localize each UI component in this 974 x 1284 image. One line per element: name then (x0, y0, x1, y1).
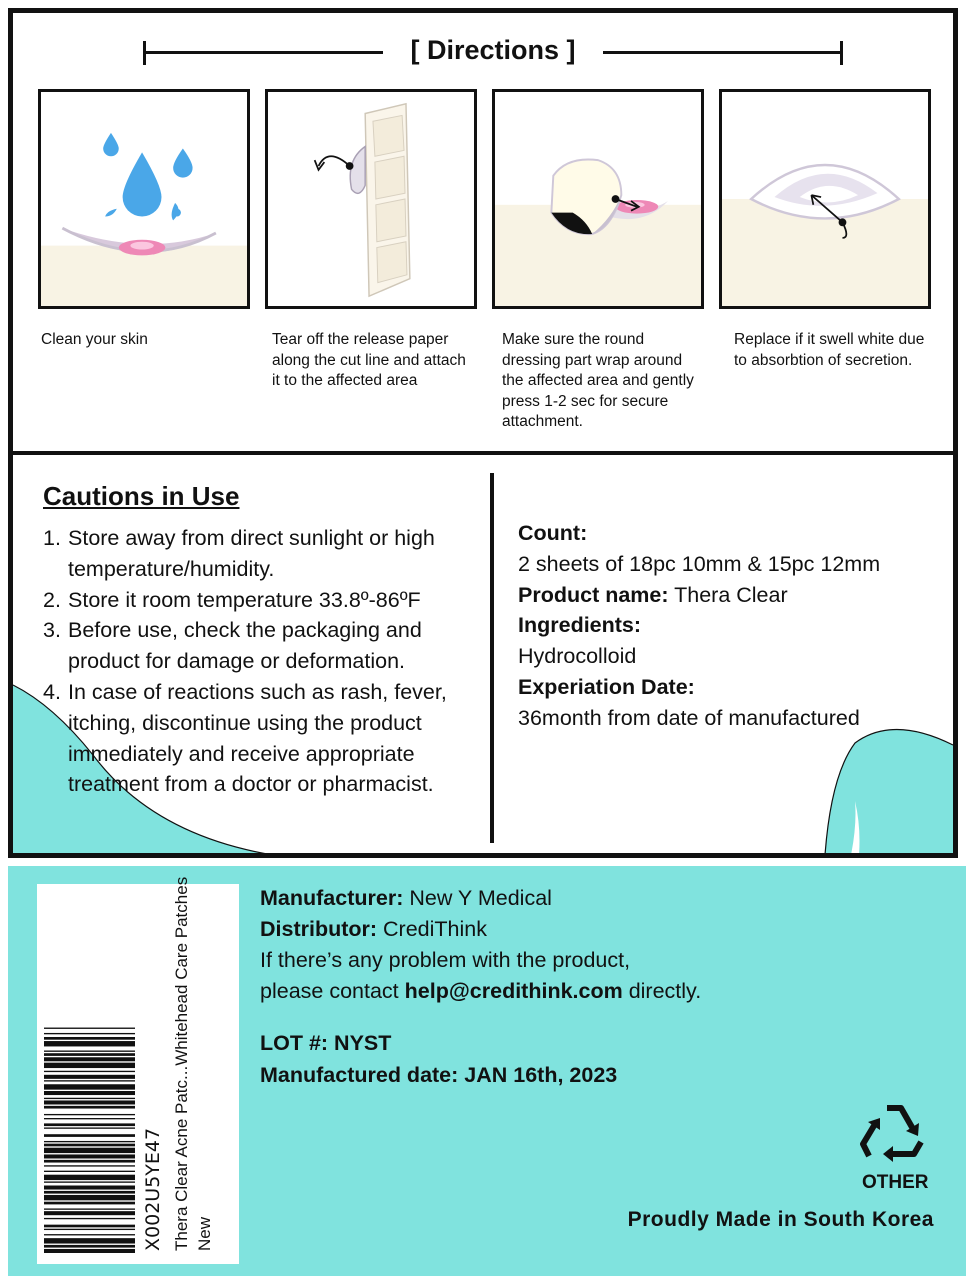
distributor-label: Distributor: (260, 917, 378, 941)
patch-apply-icon (495, 92, 701, 306)
recycle-label: OTHER (862, 1172, 929, 1193)
contact-suffix: directly. (622, 979, 702, 1003)
lot-info (260, 1028, 617, 1091)
product-name-label: Product name: (518, 582, 669, 607)
barcode-condition: New (195, 1216, 214, 1251)
made-in-text: Proudly Made in South Korea (627, 1208, 934, 1231)
caution-number: 4. (43, 679, 61, 704)
caution-text: Store away from direct sunlight or high temperature/humidity. (68, 526, 435, 581)
cautions-list (43, 523, 493, 800)
ingredients-label: Ingredients: (518, 613, 642, 638)
distributor-value: CrediThink (377, 917, 487, 941)
product-name-line (518, 580, 938, 611)
fnsku-barcode-label (37, 876, 239, 1264)
patch-sheet-icon (268, 92, 474, 306)
support-email-link[interactable]: help@credithink.com (404, 979, 623, 1003)
caution-text: Store it room temperature 33.8º-86ºF (68, 587, 421, 612)
caution-number: 1. (43, 526, 61, 550)
caution-text: Before use, check the packaging and product for damage or deformation. (68, 618, 422, 674)
step-4-illustration (719, 89, 931, 309)
caution-text: In case of reactions such as rash, fever, itching, discontinue using the product immediately and receive appropriate treatment from a doctor or pharmacist. (68, 679, 447, 797)
step-3-text: Make sure the round dressing part wrap around the affected area and gently press 1-2 sec for secure attachment. (502, 331, 694, 430)
step-4-text: Replace if it swell white due to absorbtion of secretion. (734, 331, 925, 369)
problem-line: If there’s any problem with the product, (260, 948, 631, 972)
ingredients-value: Hydrocolloid (518, 644, 637, 669)
barcode-rotated-group (42, 876, 234, 1259)
step-2-illustration (265, 89, 477, 309)
caution-number: 2. (43, 587, 61, 612)
step-3-illustration (492, 89, 704, 309)
header-right-line (603, 51, 843, 54)
manufacturer-label: Manufacturer: (260, 886, 404, 910)
expiration-value: 36month from date of manufactured (518, 705, 860, 730)
count-value: 2 sheets of 18pc 10mm & 15pc 12mm (518, 551, 881, 576)
expiration-label: Experiation Date: (518, 674, 695, 699)
barcode-product-title: Thera Clear Acne Patc...Whitehead Care Patches (172, 876, 191, 1251)
step-1-illustration (38, 89, 250, 309)
manufacturer-line (260, 883, 701, 914)
barcode-code: X002U5YE47 (142, 1127, 164, 1251)
contact-line (260, 976, 701, 1007)
directions-header (143, 35, 843, 71)
contact-info (260, 883, 701, 1007)
cautions-title: Cautions in Use (43, 481, 240, 511)
header-right-tick (840, 41, 843, 65)
step-2-text: Tear off the release paper along the cut line and attach it to the affected area (272, 331, 466, 389)
contact-prefix: please contact (260, 979, 405, 1003)
product-name-value: Thera Clear (668, 582, 788, 607)
caution-item (43, 585, 493, 616)
patch-swell-icon (722, 92, 928, 306)
bottom-info-section (8, 866, 966, 1276)
step-1-text: Clean your skin (41, 331, 148, 348)
barcode-icon (42, 889, 137, 1259)
product-info (518, 518, 938, 734)
water-drop-icon (41, 92, 247, 306)
manufactured-date: Manufactured date: JAN 16th, 2023 (260, 1062, 618, 1087)
directions-title: [ Directions ] (410, 35, 576, 65)
header-left-line (143, 51, 383, 54)
product-label-card (8, 8, 958, 858)
count-label: Count: (518, 521, 588, 545)
manufacturer-value: New Y Medical (403, 886, 552, 910)
caution-item (43, 523, 493, 585)
lot-number: LOT #: NYST (260, 1031, 392, 1055)
distributor-line (260, 914, 701, 945)
recycle-icon (857, 1098, 929, 1170)
caution-item (43, 677, 493, 800)
caution-item (43, 615, 493, 677)
caution-number: 3. (43, 618, 61, 643)
